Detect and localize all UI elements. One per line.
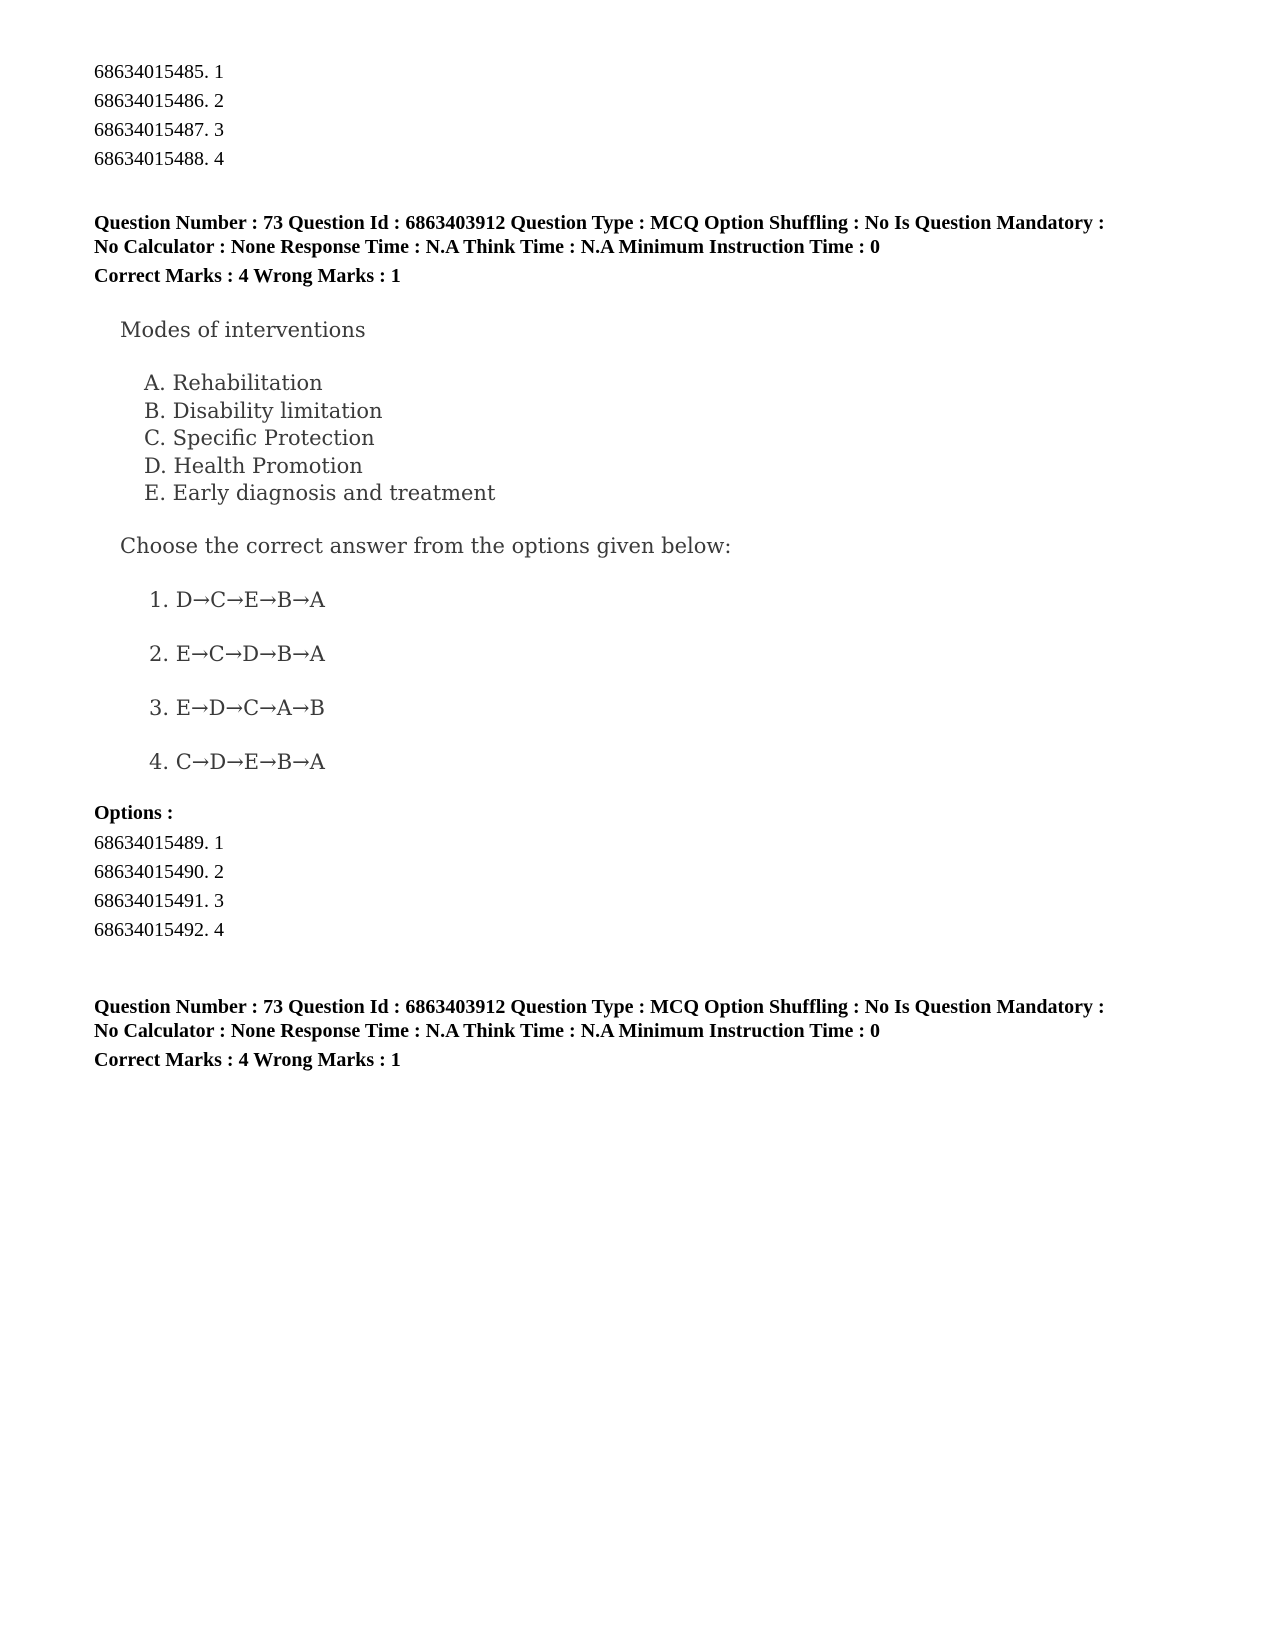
option-line: 68634015489. 1 [94, 832, 224, 854]
option-line: 68634015490. 2 [94, 861, 224, 883]
question-item: E. Early diagnosis and treatment [144, 481, 496, 505]
option-line: 68634015487. 3 [94, 119, 224, 141]
question-meta-line: Question Number : 73 Question Id : 6863403912 Question Type : MCQ Option Shuffling : No Is Question Mandatory : [94, 996, 1105, 1018]
option-line: 68634015491. 3 [94, 890, 224, 912]
question-header [94, 211, 1214, 288]
question-prompt: Choose the correct answer from the options given below: [120, 534, 732, 558]
question-body [120, 318, 732, 788]
question-marks: Correct Marks : 4 Wrong Marks : 1 [94, 1049, 401, 1071]
answer-choice: 1. D→C→E→B→A [149, 588, 325, 612]
option-line: 68634015485. 1 [94, 61, 224, 83]
question-meta-line: No Calculator : None Response Time : N.A Think Time : N.A Minimum Instruction Time : 0 [94, 236, 880, 258]
question-item: C. Specific Protection [144, 426, 375, 450]
question-item: D. Health Promotion [144, 453, 363, 478]
question-marks: Correct Marks : 4 Wrong Marks : 1 [94, 265, 401, 287]
question-item: A. Rehabilitation [144, 371, 323, 395]
option-line: 68634015486. 2 [94, 90, 224, 112]
answer-choice: 3. E→D→C→A→B [149, 696, 325, 720]
question-header [94, 995, 1214, 1072]
question-items-list [144, 370, 495, 508]
options-list [94, 829, 224, 945]
answer-choices-list [149, 588, 325, 804]
answer-choice: 4. C→D→E→B→A [149, 750, 325, 774]
previous-options-list [94, 58, 224, 174]
question-stem: Modes of interventions [120, 318, 366, 342]
question-meta-line: Question Number : 73 Question Id : 6863403912 Question Type : MCQ Option Shuffling : No Is Question Mandatory : [94, 212, 1105, 234]
option-line: 68634015488. 4 [94, 148, 224, 170]
answer-choice: 2. E→C→D→B→A [149, 642, 325, 666]
option-line: 68634015492. 4 [94, 919, 224, 941]
question-meta-line: No Calculator : None Response Time : N.A Think Time : N.A Minimum Instruction Time : 0 [94, 1020, 880, 1042]
options-label: Options : [94, 802, 174, 824]
question-item: B. Disability limitation [144, 398, 383, 423]
